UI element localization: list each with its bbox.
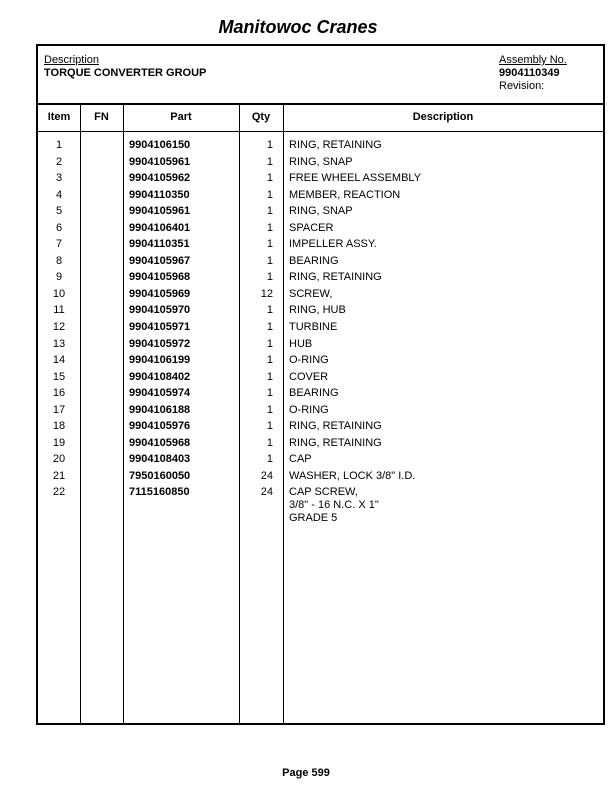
col-header-fn: FN (94, 111, 109, 123)
description-cell: COVER (289, 370, 329, 383)
table-row (38, 222, 603, 239)
qty-cell: 1 (266, 387, 273, 400)
description-cell: RING, SNAP (289, 205, 353, 218)
description-cell: TURBINE (289, 321, 338, 334)
table-row (38, 304, 603, 321)
table-row (38, 437, 603, 454)
part-number-cell: 9904105962 (129, 172, 191, 185)
part-number-cell: 9904105967 (129, 254, 191, 267)
item-cell: 9 (55, 271, 63, 284)
qty-cell: 1 (266, 221, 273, 234)
table-row (38, 420, 603, 437)
col-header-item: Item (47, 111, 71, 123)
item-cell: 19 (52, 436, 66, 449)
description-cell: CAP SCREW, 3/8" - 16 N.C. X 1" GRADE 5 (289, 486, 379, 525)
qty-cell: 1 (266, 420, 273, 433)
description-cell: RING, RETAINING (289, 271, 382, 284)
part-number-cell: 9904105971 (129, 321, 191, 334)
part-number-cell: 9904106401 (129, 221, 191, 234)
part-number-cell: 7115160850 (129, 486, 190, 499)
col-header-part: Part (170, 111, 192, 123)
qty-cell: 1 (266, 271, 273, 284)
item-cell: 3 (55, 172, 63, 185)
description-cell: BEARING (289, 254, 339, 267)
qty-cell: 1 (266, 238, 273, 251)
description-cell: MEMBER, REACTION (289, 188, 401, 201)
description-cell: BEARING (289, 387, 339, 400)
part-number-cell: 9904106150 (129, 139, 191, 151)
item-cell: 14 (52, 354, 66, 367)
part-number-cell: 9904105972 (129, 337, 191, 350)
qty-cell: 1 (266, 254, 273, 267)
description-cell: WASHER, LOCK 3/8" I.D. (289, 469, 416, 482)
part-number-cell: 9904105969 (129, 287, 191, 300)
qty-cell: 1 (266, 436, 273, 449)
item-cell: 6 (55, 221, 63, 234)
description-cell: O-RING (289, 354, 329, 367)
table-row (38, 453, 603, 470)
qty-cell: 24 (260, 469, 273, 482)
item-cell: 12 (52, 321, 66, 334)
item-cell: 4 (55, 188, 63, 201)
description-cell: FREE WHEEL ASSEMBLY (289, 172, 422, 185)
col-header-description: Description (412, 111, 474, 123)
description-cell: CAP (289, 453, 312, 466)
part-number-cell: 9904108402 (129, 370, 191, 383)
table-row (38, 238, 603, 255)
table-row (38, 288, 603, 305)
item-cell: 11 (53, 304, 65, 317)
part-number-cell: 9904105974 (129, 387, 191, 400)
item-cell: 5 (55, 205, 63, 218)
qty-cell: 1 (266, 188, 273, 201)
table-row (38, 470, 603, 487)
parts-list-frame (36, 44, 605, 725)
item-cell: 8 (55, 254, 63, 267)
revision-label: Revision: (499, 80, 545, 92)
qty-cell: 1 (266, 337, 273, 350)
qty-cell: 1 (266, 304, 273, 317)
item-cell: 2 (55, 155, 63, 168)
item-cell: 16 (52, 387, 66, 400)
item-cell: 21 (52, 469, 66, 482)
part-number-cell: 7950160050 (129, 469, 191, 482)
part-number-cell: 9904110350 (129, 188, 190, 201)
qty-cell: 1 (266, 205, 273, 218)
description-cell: SCREW, (289, 287, 333, 300)
table-row (38, 271, 603, 288)
parts-table-body (38, 139, 603, 526)
description-cell: RING, RETAINING (289, 436, 382, 449)
table-row (38, 205, 603, 222)
part-number-cell: 9904105976 (129, 420, 191, 433)
table-row (38, 371, 603, 388)
part-number-cell: 9904105968 (129, 436, 191, 449)
qty-cell: 1 (266, 403, 273, 416)
assembly-label: Assembly No. (499, 54, 567, 66)
assembly-number: 9904110349 (499, 67, 560, 79)
table-row (38, 321, 603, 338)
item-cell: 13 (52, 337, 66, 350)
qty-cell: 1 (266, 453, 273, 466)
col-header-qty: Qty (251, 111, 271, 123)
item-cell: 10 (52, 287, 66, 300)
description-label: Description (44, 54, 100, 66)
qty-cell: 1 (266, 172, 273, 185)
qty-cell: 1 (266, 139, 273, 151)
part-number-cell: 9904105970 (129, 304, 191, 317)
qty-cell: 1 (266, 354, 273, 367)
qty-cell: 1 (266, 370, 273, 383)
table-row (38, 172, 603, 189)
page-number: Page 599 (282, 767, 330, 779)
item-cell: 17 (52, 403, 66, 416)
qty-cell: 12 (260, 287, 273, 300)
qty-cell: 24 (260, 486, 273, 499)
part-number-cell: 9904110351 (129, 238, 190, 251)
qty-cell: 1 (266, 321, 273, 334)
item-cell: 15 (52, 370, 66, 383)
group-description: TORQUE CONVERTER GROUP (44, 67, 207, 79)
item-cell: 18 (52, 420, 66, 433)
item-cell: 20 (52, 453, 66, 466)
description-cell: IMPELLER ASSY. (289, 238, 377, 251)
item-cell: 7 (55, 238, 63, 251)
table-row (38, 189, 603, 206)
assembly-info (499, 54, 567, 93)
qty-cell: 1 (266, 155, 273, 168)
description-cell: RING, RETAINING (289, 420, 382, 433)
page-title: Manitowoc Cranes (218, 17, 378, 37)
part-number-cell: 9904106188 (129, 403, 191, 416)
part-number-cell: 9904105968 (129, 271, 191, 284)
description-cell: HUB (289, 337, 313, 350)
table-row (38, 354, 603, 371)
table-row (38, 139, 603, 156)
description-cell: SPACER (289, 221, 334, 234)
table-row (38, 387, 603, 404)
table-row (38, 338, 603, 355)
part-number-cell: 9904108403 (129, 453, 191, 466)
table-row (38, 404, 603, 421)
description-cell: O-RING (289, 403, 329, 416)
description-cell: RING, SNAP (289, 155, 353, 168)
table-row (38, 255, 603, 272)
part-number-cell: 9904105961 (129, 155, 191, 168)
part-number-cell: 9904105961 (129, 205, 191, 218)
description-cell: RING, RETAINING (289, 139, 382, 151)
part-number-cell: 9904106199 (129, 354, 191, 367)
table-row (38, 486, 603, 526)
item-cell: 22 (52, 486, 66, 499)
group-info (44, 54, 206, 80)
description-cell: RING, HUB (289, 304, 346, 317)
table-row (38, 156, 603, 173)
item-cell: 1 (55, 139, 63, 151)
